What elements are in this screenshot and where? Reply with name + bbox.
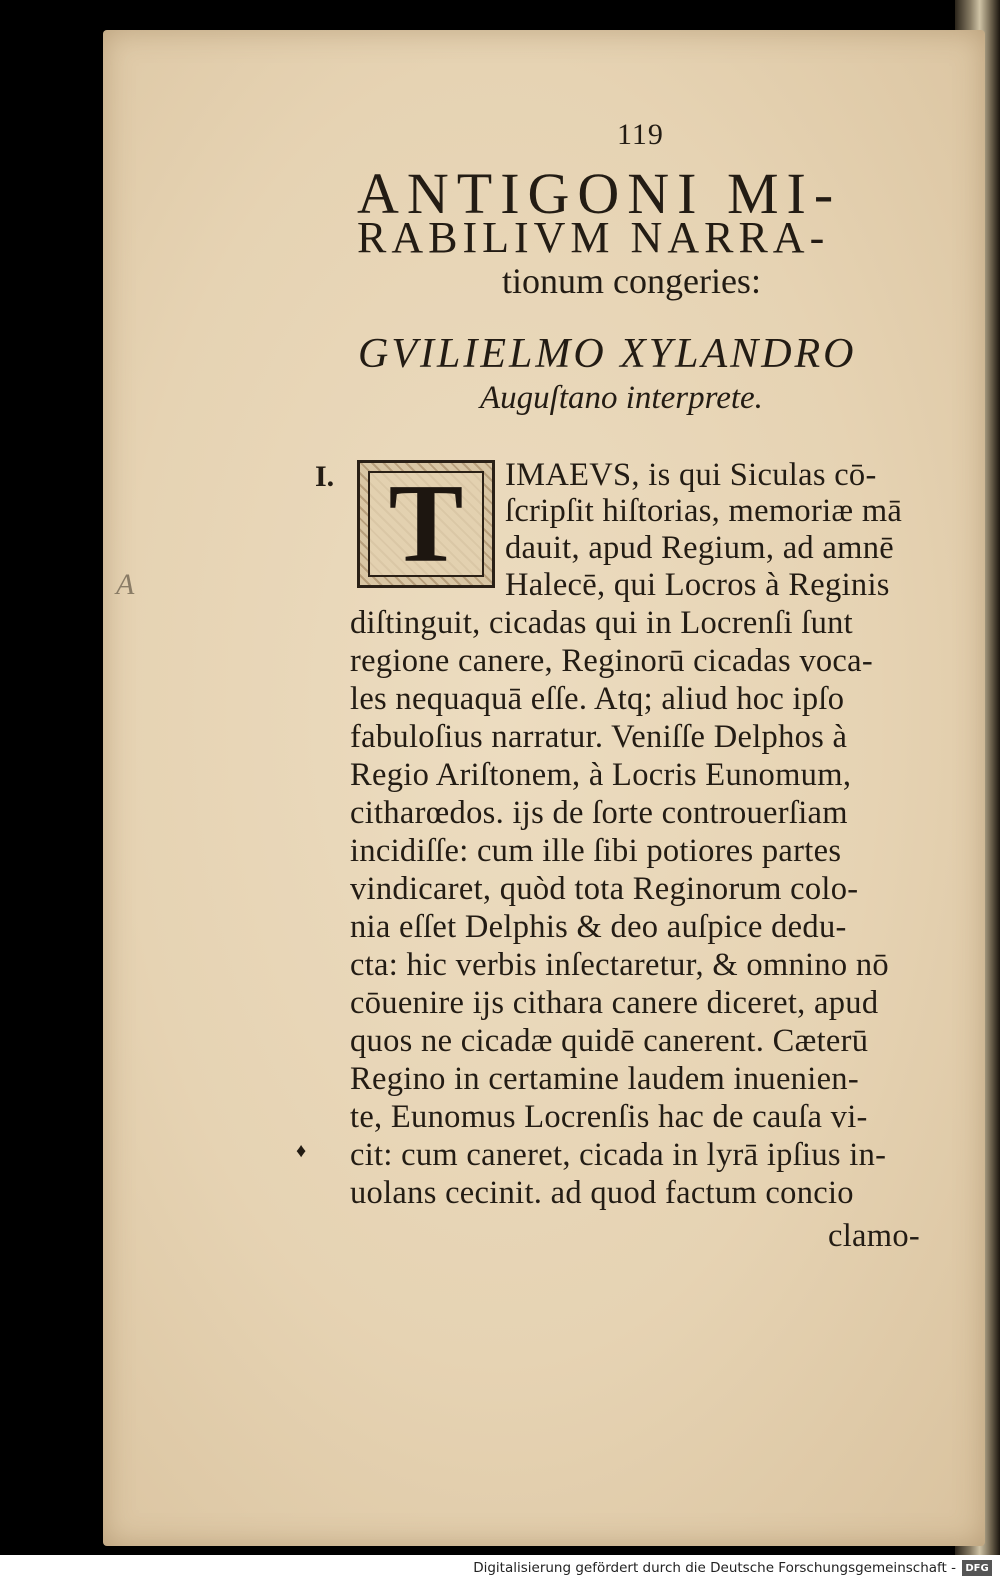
- decorated-initial: [357, 460, 495, 588]
- pencil-margin-mark: A: [116, 568, 135, 601]
- digitization-footer: [0, 1555, 1000, 1583]
- funding-credit: Digitalisierung gefördert durch die Deutsche Forschungsgemeinschaft -: [473, 1560, 956, 1576]
- title-line-1: ANTIGONI MI-: [357, 161, 842, 226]
- body-line: quos ne cicadæ quidē canerent. Cæterū: [350, 1023, 869, 1059]
- dfg-logo: DFG: [962, 1560, 992, 1576]
- body-line: Regio Ariſtonem, à Locris Eunomum,: [350, 757, 852, 793]
- translator-line-1: GVILIELMO XYLANDRO: [358, 331, 857, 377]
- body-line: IMAEVS, is qui Siculas cō-: [505, 457, 877, 493]
- body-line: cōuenire ijs cithara canere diceret, apud: [350, 985, 879, 1021]
- body-line: les nequaquā eſſe. Atq; aliud hoc ipſo: [350, 681, 845, 717]
- margin-mark: ♦: [296, 1140, 307, 1162]
- page-number: 119: [617, 118, 664, 151]
- title-line-3: tionum congeries:: [502, 261, 761, 301]
- translator-line-2: Auguſtano interprete.: [480, 380, 763, 416]
- body-line: vindicaret, quòd tota Reginorum colo-: [350, 871, 859, 907]
- title-line-2: RABILIVM NARRA-: [357, 213, 830, 262]
- decorated-initial-letter: T: [388, 462, 464, 586]
- body-line: uolans cecinit. ad quod factum concio: [350, 1175, 854, 1211]
- body-line: diſtinguit, cicadas qui in Locrenſi ſunt: [350, 605, 854, 641]
- catchword: clamo-: [828, 1218, 921, 1254]
- body-line: ſcripſit hiſtorias, memoriæ mā: [505, 493, 903, 529]
- body-line: incidiſſe: cum ille ſibi potiores partes: [350, 833, 842, 869]
- body-line: fabuloſius narratur. Veniſſe Delphos à: [350, 719, 848, 755]
- body-line: cit: cum caneret, cicada in lyrā ipſius in-: [350, 1137, 887, 1173]
- body-line: te, Eunomus Locrenſis hac de cauſa vi-: [350, 1099, 868, 1135]
- body-line: citharœdos. ijs de ſorte controuerſiam: [350, 795, 848, 831]
- decorated-initial-frame: [368, 462, 484, 586]
- section-number: I.: [315, 460, 335, 493]
- body-line: regione canere, Reginorū cicadas voca-: [350, 643, 874, 679]
- body-line: Regino in certamine laudem inuenien-: [350, 1061, 859, 1097]
- body-line: nia eſſet Delphis & deo auſpice dedu-: [350, 909, 847, 945]
- body-line: Halecē, qui Locros à Reginis: [505, 567, 890, 603]
- body-line: cta: hic verbis inſectaretur, & omnino nō: [350, 947, 889, 983]
- body-line: dauit, apud Regium, ad amnē: [505, 530, 894, 566]
